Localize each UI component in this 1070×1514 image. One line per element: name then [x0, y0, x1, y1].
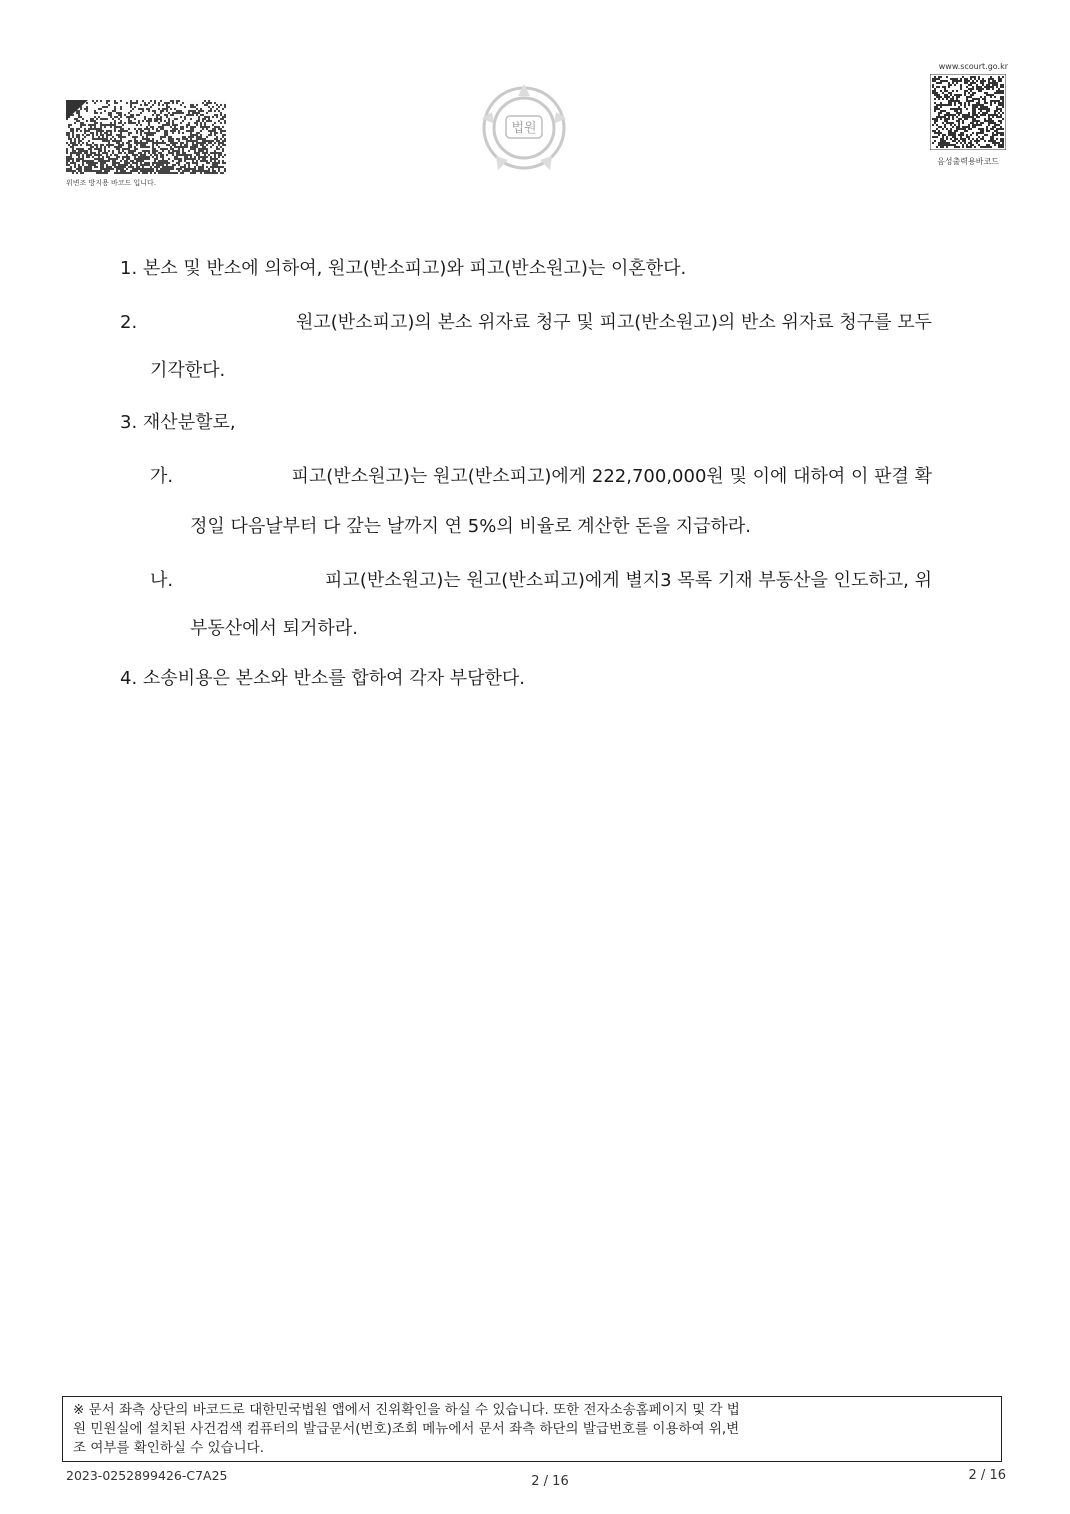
item-1: [120, 258, 686, 280]
item-text: 재산분할로,: [142, 412, 236, 433]
issue-number: 2023-0252899426-C7A25: [66, 1468, 228, 1483]
qr-caption: 음성출력용바코드: [937, 157, 999, 166]
item-2-continuation: 기각한다.: [150, 360, 226, 381]
item-label: 3.: [120, 412, 138, 433]
item-label: 2.: [120, 312, 138, 333]
item-label: 1.: [120, 258, 138, 279]
item-text: 원고(반소피고)의 본소 위자료 청구 및 피고(반소원고)의 반소 위자료 청구를 모두: [296, 312, 932, 333]
item-2: [120, 312, 932, 334]
barcode-caption: 위변조 방지용 바코드 입니다.: [66, 179, 157, 187]
item-3: [120, 412, 236, 434]
page-number-right: 2 / 16: [968, 1468, 1006, 1483]
item-label: 가.: [150, 466, 174, 487]
site-url: www.scourt.go.kr: [938, 62, 1008, 71]
item-text: 피고(반소원고)는 원고(반소피고)에게 별지3 목록 기재 부동산을 인도하고, 위: [325, 570, 932, 591]
item-3-na: [150, 570, 932, 592]
court-emblem-icon: [478, 80, 570, 176]
page-number-center: 2 / 16: [531, 1474, 569, 1489]
item-label: 4.: [120, 668, 138, 689]
item-3-ga: [150, 466, 932, 488]
item-text: 소송비용은 본소와 반소를 합하여 각자 부담한다.: [142, 668, 526, 689]
anti-forgery-barcode: [66, 100, 226, 174]
verification-notice: [62, 1396, 1002, 1462]
notice-line: ※ 문서 좌측 상단의 바코드로 대한민국법원 앱에서 진위확인을 하실 수 있습니다. 또한 전자소송홈페이지 및 각 법: [73, 1402, 740, 1418]
item-label: 나.: [150, 570, 174, 591]
item-text: 피고(반소원고)는 원고(반소피고)에게 222,700,000원 및 이에 대하여 이 판결 확: [291, 466, 932, 487]
item-3-na-continuation: 부동산에서 퇴거하라.: [190, 618, 358, 639]
notice-line: 조 여부를 확인하실 수 있습니다.: [73, 1440, 264, 1456]
qr-code: [930, 74, 1006, 150]
item-text: 본소 및 반소에 의하여, 원고(반소피고)와 피고(반소원고)는 이혼한다.: [142, 258, 687, 279]
notice-line: 원 민원실에 설치된 사건검색 컴퓨터의 발급문서(번호)조회 메뉴에서 문서 좌측 하단의 발급번호를 이용하여 위,변: [73, 1421, 740, 1437]
item-3-ga-continuation: 정일 다음날부터 다 갚는 날까지 연 5%의 비율로 계산한 돈을 지급하라.: [190, 516, 751, 537]
item-4: [120, 668, 525, 690]
emblem-text: 법원: [511, 121, 537, 136]
